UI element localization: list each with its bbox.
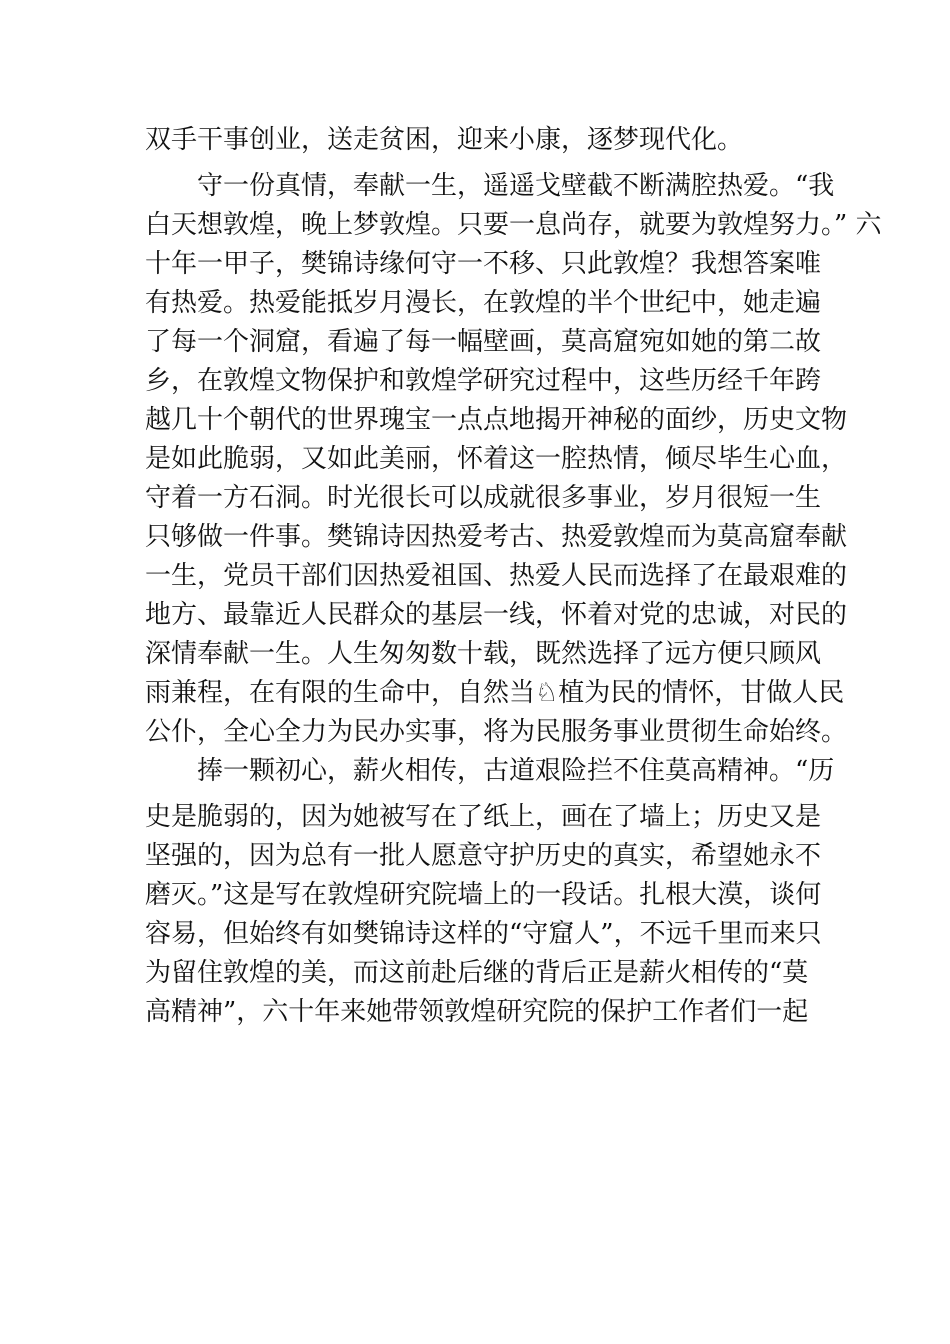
text-line: 双手干事创业，送走贫困，迎来小康，逐梦现代化。	[145, 125, 744, 155]
text-line: 守一份真情，奉献一生，遥遥戈壁截不断满腔热爱。“我	[145, 171, 835, 201]
text-line: 了每一个洞窟，看遍了每一幅壁画，莫高窟宛如她的第二故	[145, 327, 822, 357]
text-line: 高精神”，六十年来她带领敦煌研究院的保护工作者们一起	[145, 997, 809, 1027]
text-line: 坚强的，因为总有一批人愿意守护历史的真实，希望她永不	[145, 841, 822, 871]
text-line: 是如此脆弱，又如此美丽，怀着这一腔热情，倾尽毕生心血，	[145, 444, 848, 474]
text-line: 为留住敦煌的美，而这前赴后继的背后正是薪火相传的“莫	[145, 958, 809, 988]
text-line: 史是脆弱的，因为她被写在了纸上，画在了墙上；历史又是	[145, 802, 822, 832]
text-line: 地方、最靠近人民群众的基层一线，怀着对党的忠诚，对民的	[145, 600, 848, 630]
text-line: 有热爱。热爱能抵岁月漫长，在敦煌的半个世纪中，她走遍	[145, 288, 822, 318]
text-line: 磨灭。”这是写在敦煌研究院墙上的一段话。扎根大漠，谈何	[145, 880, 822, 910]
text-line: 乡，在敦煌文物保护和敦煌学研究过程中，这些历经千年跨	[145, 366, 822, 396]
text-line: 十年一甲子，樊锦诗缘何守一不移、只此敦煌？我想答案唯	[145, 249, 822, 279]
text-line: 雨兼程，在有限的生命中，自然当♘植为民的情怀，甘做人民	[145, 678, 845, 708]
text-line: 守着一方石洞。时光很长可以成就很多事业，岁月很短一生	[145, 483, 822, 513]
text-line: 越几十个朝代的世界瑰宝一点点地揭开神秘的面纱，历史文物	[145, 405, 848, 435]
text-line: 一生，党员干部们因热爱祖国、热爱人民而选择了在最艰难的	[145, 561, 848, 591]
text-line: 深情奉献一生。人生匆匆数十载，既然选择了远方便只顾风	[145, 639, 822, 669]
text-line: 容易，但始终有如樊锦诗这样的“守窟人”，不远千里而来只	[145, 919, 822, 949]
text-line: 捧一颗初心，薪火相传，古道艰险拦不住莫高精神。“历	[145, 756, 835, 786]
text-line: 公仆，全心全力为民办实事，将为民服务事业贯彻生命始终。	[145, 717, 848, 747]
text-line: 白天想敦煌，晚上梦敦煌。只要一息尚存，就要为敦煌努力。” 六	[145, 210, 882, 240]
text-line: 只够做一件事。樊锦诗因热爱考古、热爱敦煌而为莫高窟奉献	[145, 522, 848, 552]
